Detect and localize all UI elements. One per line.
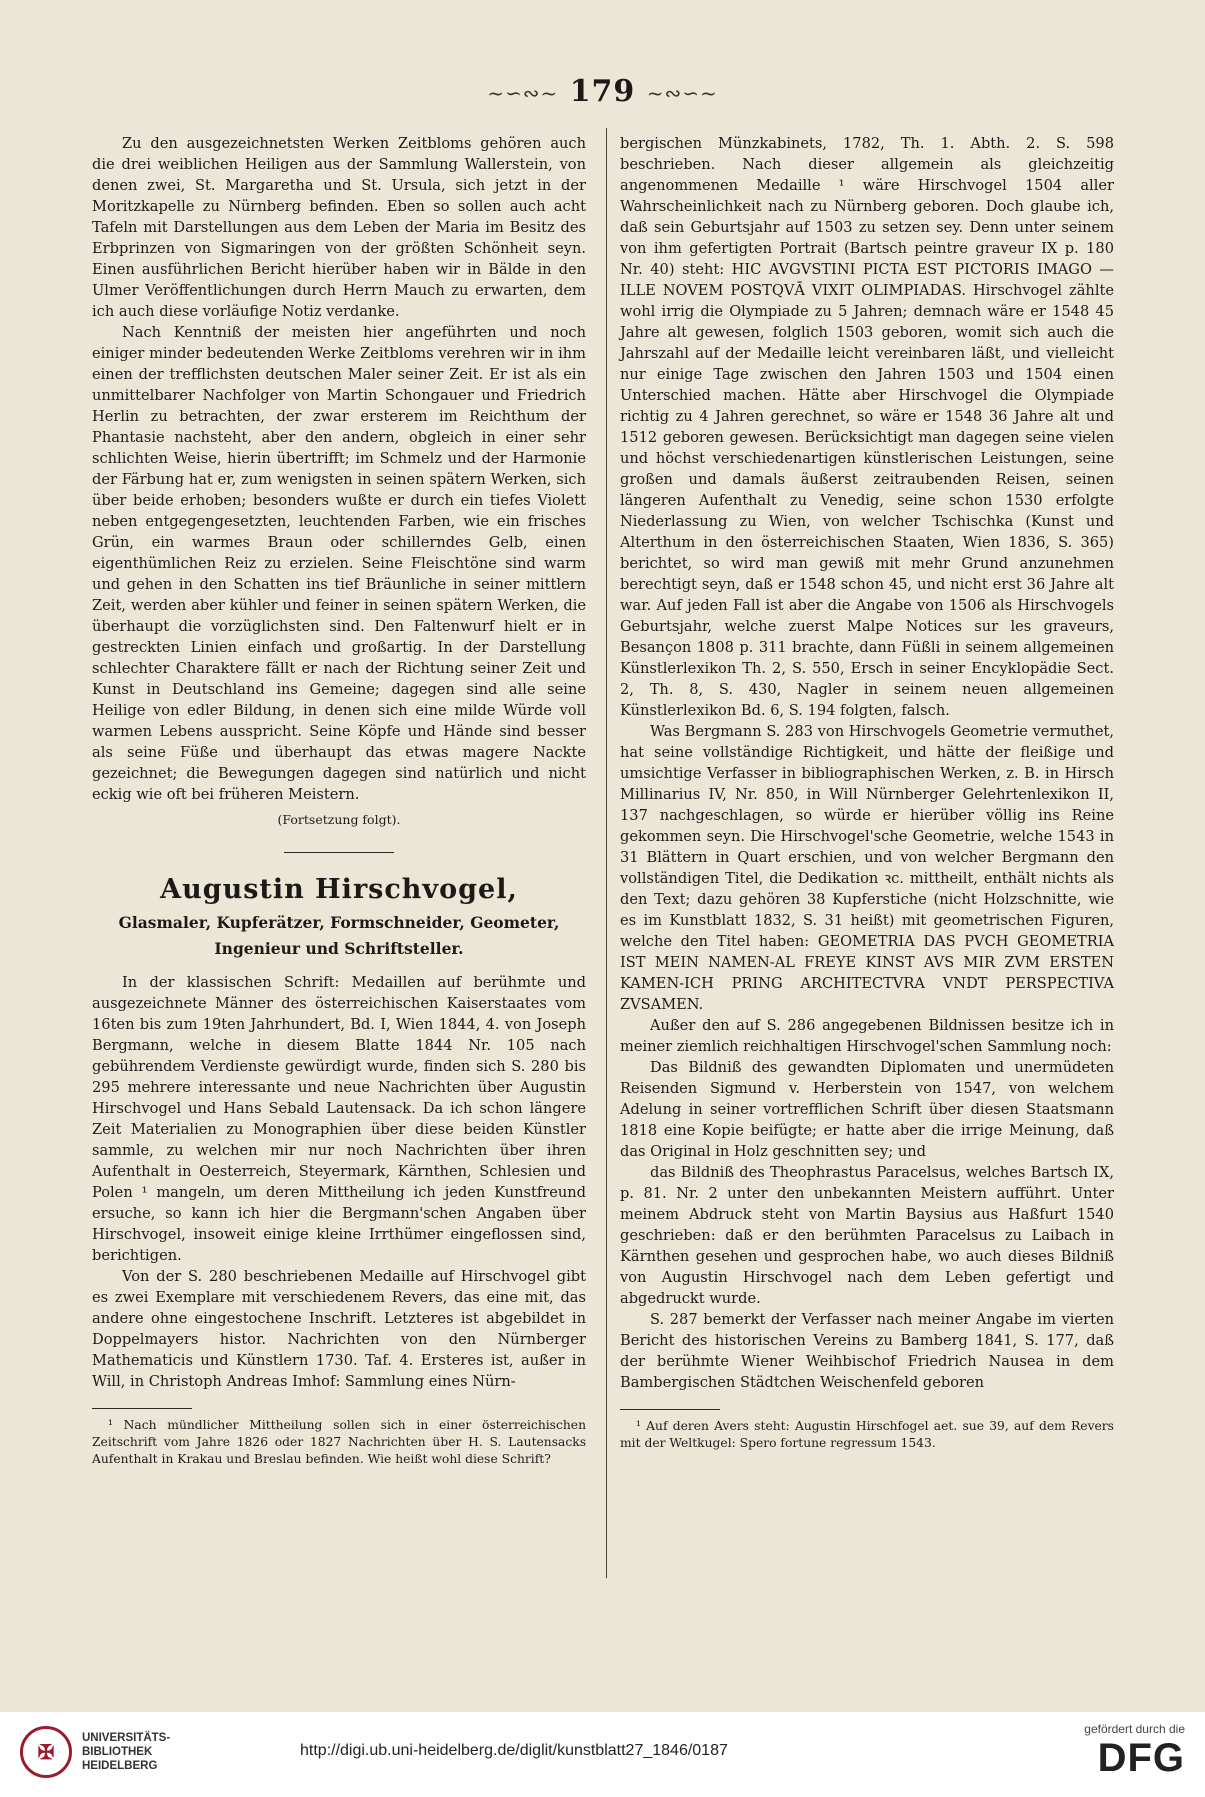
right-paragraph-6: S. 287 bemerkt der Verfasser nach meiner Angabe im vierten Bericht des historischen Vereins zu Bamberg 1841, S. 177, daß der berühmte Wiener Weihbischof Friedrich Nausea in dem Bambergischen Städtchen Weischenfeld geboren — [620, 1311, 1114, 1391]
footnote-left — [92, 1417, 586, 1468]
library-name — [82, 1731, 170, 1773]
library-name-line-1: UNIVERSITÄTS- — [82, 1732, 171, 1744]
footnote-rule-left — [92, 1408, 192, 1409]
article-subtitle-line-1: Glasmaler, Kupferätzer, Formschneider, Geometer, — [118, 913, 560, 932]
left-paragraph-1: Zu den ausgezeichnetsten Werken Zeitbloms gehören auch die drei weiblichen Heiligen aus der Sammlung Wallerstein, von denen zwei, St. Margaretha und St. Ursula, sich jetzt in der Moritzkapelle zu Nürnberg befinden. Eben so sollen auch acht Tafeln mit Darstellungen aus dem Leben der Maria im Besitz des Erbprinzen von Sigmaringen von der größten Schönheit seyn. Einen ausführlichen Bericht hierüber haben wir in Bälde in den Ulmer Veröffentlichungen durch Herrn Mauch zu erwarten, dem ich auch diese vorläufige Notiz verdanke. — [92, 135, 586, 320]
header-ornament-right: ~∾∽~ — [646, 81, 718, 105]
left-paragraph-4: Von der S. 280 beschriebenen Medaille auf Hirschvogel gibt es zwei Exemplare mit verschiedenem Revers, das eine mit, das andere ohne eingestochene Inschrift. Letzteres ist abgebildet in Doppelmayers histor. Nachrichten von den Nürnberger Mathematicis und Künstlern 1730. Taf. 4. Ersteres ist, außer in Will, in Christoph Andreas Imhof: Sammlung eines Nürn- — [92, 1268, 586, 1390]
right-paragraph-3: Außer den auf S. 286 angegebenen Bildnissen besitze ich in meiner ziemlich reichhaltigen Hirschvogel'schen Sammlung noch: — [620, 1017, 1114, 1055]
column-divider — [606, 128, 607, 1578]
library-name-line-3: HEIDELBERG — [82, 1760, 158, 1772]
permalink-url[interactable]: http://digi.ub.uni-heidelberg.de/diglit/kunstblatt27_1846/0187 — [300, 1742, 728, 1759]
right-paragraph-4: Das Bildniß des gewandten Diplomaten und unermüdeten Reisenden Sigmund v. Herberstein von 1547, von welchem Adelung in seiner vortrefflichen Schrift über diesen Staatsmann 1818 eine Kopie beifügte; er hatte aber die irrige Meinung, daß das Original in Holz geschnitten sey; und — [620, 1059, 1114, 1160]
left-paragraph-2: Nach Kenntniß der meisten hier angeführten und noch einiger minder bedeutenden Werke Zeitbloms verehren wir in ihm einen der trefflichsten deutschen Maler seiner Zeit. Er ist als ein unmittelbarer Nachfolger von Martin Schongauer und Friedrich Herlin zu betrachten, der zwar ersterem im Reichthum der Phantasie nachsteht, aber den andern, obgleich in einer sehr schlichten Weise, hierin übertrifft; im Schmelz und der Harmonie der Färbung hat er, zum wenigsten in seinen spätern Werken, sich über beide erhoben; besonders wußte er durch ein tiefes Violett neben entgegengesetzten, leuchtenden Farben, wie ein frisches Grün, ein warmes Braun oder schillerndes Gelb, einen eigenthümlichen Reiz zu erzielen. Seine Fleischtöne sind warm und gehen in den Schatten ins tief Bräunliche in seiner mittlern Zeit, werden aber kühler und feiner in seinen spätern Werken, die überhaupt die vorzüglichsten sind. Den Faltenwurf hielt er in gestreckten Linien einfach und großartig. In der Darstellung schlechter Charaktere fällt er nach der Richtung seiner Zeit und Kunst in Deutschland ins Gemeine; dagegen sind alle seine Heilige von edler Bildung, in denen sich eine milde Würde voll warmen Lebens ausspricht. Seine Köpfe und Hände sind besser als seine Füße und überhaupt das etwas magere Nackte gezeichnet; die Bewegungen dagegen sind natürlich und nicht eckig wie oft bei früheren Meistern. — [92, 324, 586, 803]
header-ornament-left: ~∽∾~ — [487, 81, 559, 105]
footnote-rule-right — [620, 1409, 720, 1410]
left-paragraph-3: In der klassischen Schrift: Medaillen auf berühmte und ausgezeichnete Männer des österreichischen Kaiserstaates vom 16ten bis zum 19ten Jahrhundert, Bd. I, Wien 1844, 4. von Joseph Bergmann, welche in diesem Blatte 1844 Nr. 105 nach gebührendem Verdienste gewürdigt wurde, finden sich S. 280 bis 295 mehrere interessante und neue Nachrichten über Augustin Hirschvogel und Hans Sebald Lautensack. Da ich schon längere Zeit Materialien zu Monographien über diese beiden Künstler sammle, zu welchen mir nur noch Nachrichten über ihren Aufenthalt in Oesterreich, Steyermark, Kärnthen, Schlesien und Polen ¹ mangeln, um deren Mittheilung ich jeden Kunstfreund ersuche, so kann ich hier die Bergmann'schen Angaben über Hirschvogel, insoweit einige kleine Irrthümer eingeflossen sind, berichtigen. — [92, 974, 586, 1264]
article-subtitle — [92, 910, 586, 962]
funded-by-label: gefördert durch die — [1084, 1722, 1185, 1736]
library-logo[interactable] — [20, 1726, 170, 1778]
section-separator — [284, 852, 394, 853]
right-paragraph-5: das Bildniß des Theophrastus Paracelsus, welches Bartsch IX, p. 81. Nr. 2 unter den unbekannten Meistern aufführt. Unter meinem Abdruck steht von Martin Baysius aus Haßfurt 1540 geschrieben: daß er den berühmten Paracelsus zu Laibach in Kärnthen gesehen und gesprochen habe, wo auch dieses Bildniß von Augustin Hirschvogel nach dem Leben gefertigt und abgedruckt wurde. — [620, 1164, 1114, 1307]
article-title: Augustin Hirschvogel, — [160, 874, 518, 905]
right-paragraph-2: Was Bergmann S. 283 von Hirschvogels Geometrie vermuthet, hat seine vollständige Richtigkeit, und hätte der fleißige und umsichtige Verfasser in bibliographischen Werken, z. B. in Hirsch Millinarius IV, Nr. 850, in Will Nürnberger Gelehrtenlexikon II, 137 nachgeschlagen, so würde er hierüber völlig ins Reine gekommen seyn. Die Hirschvogel'sche Geometrie, welche 1543 in 31 Blättern in Quart erschien, und von welcher Bergmann den vollständigen Titel, die Dedikation ꝛc. mittheilt, enthält nichts als den Text; dazu gehören 38 Kupferstiche (nicht Holzschnitte, wie es im Kunstblatt 1832, S. 31 heißt) mit geometrischen Figuren, welche den Titel haben: GEOMETRIA DAS PVCH GEOMETRIA IST MEIN NAMEN-AL FREYE KINST AVS MIR ZVM ERSTEN KAMEN-ICH PRING ARCHITECTVRA VNDT PERSPECTIVA ZVSAMEN. — [620, 723, 1114, 1013]
footnote-left-text: ¹ Nach mündlicher Mittheilung sollen sich in einer österreichischen Zeitschrift vom Jahre 1826 oder 1827 Nachrichten über H. S. Lautensacks Aufenthalt in Krakau und Breslau befinden. Wie heißt wohl diese Schrift? — [92, 1418, 586, 1466]
university-seal-icon: ✠ — [20, 1726, 72, 1778]
dfg-logo[interactable] — [1084, 1722, 1185, 1780]
right-paragraph-1: bergischen Münzkabinets, 1782, Th. 1. Abth. 2. S. 598 beschrieben. Nach dieser allgemein als gleichzeitig angenommenen Medaille ¹ wäre Hirschvogel 1504 aller Wahrscheinlichkeit nach zu Nürnberg geboren. Doch glaube ich, daß sein Geburtsjahr auf 1503 zu setzen sey. Denn unter seinem von ihm gefertigten Portrait (Bartsch peintre graveur IX p. 180 Nr. 40) steht: HIC AVGVSTINI PICTA EST PICTORIS IMAGO — ILLE NOVEM POSTQVĀ VIXIT OLIMPIADAS. Hirschvogel zählte wohl irrig die Olympiade zu 5 Jahren; demnach wäre er 1548 45 Jahre alt gewesen, folglich 1503 geboren, womit sich auch die Jahrszahl auf der Medaille leicht vereinbaren läßt, und vielleicht nur einige Tage zwischen den Jahren 1503 und 1504 einen Unterschied machen. Hätte aber Hirschvogel die Olympiade richtig zu 4 Jahren gerechnet, so wäre er 1548 36 Jahre alt und 1512 geboren gewesen. Berücksichtigt man dagegen seine vielen und höchst verschiedenartigen künstlerischen Leistungen, seine großen und damals äußerst zeitraubenden Reisen, seinen längeren Aufenthalt zu Venedig, seine schon 1530 erfolgte Niederlassung zu Wien, von welcher Tschischka (Kunst und Alterthum in den österreichischen Staaten, Wien 1836, S. 365) berichtet, so wird man gewiß mit mehr Grund anzunehmen berechtigt seyn, daß er 1548 schon 45, und nicht erst 36 Jahre alt war. Auf jeden Fall ist aber die Angabe von 1506 als Hirschvogels Geburtsjahr, welche zuerst Malpe Notices sur les graveurs, Besançon 1808 p. 311 brachte, dann Füßli in seinem allgemeinen Künstlerlexikon Th. 2, S. 550, Ersch in seiner Encyklopädie Sect. 2, Th. 8, S. 430, Nagler in seinem neuen allgemeinen Künstlerlexikon Bd. 6, S. 194 folgten, falsch. — [620, 135, 1114, 719]
library-name-line-2: BIBLIOTHEK — [82, 1746, 153, 1758]
viewer-footer — [0, 1712, 1205, 1797]
page-header — [0, 74, 1205, 109]
right-column — [620, 133, 1114, 1452]
footnote-right-text: ¹ Auf deren Avers steht: Augustin Hirschfogel aet. sue 39, auf dem Revers mit der Weltkugel: Spero fortune regressum 1543. — [620, 1419, 1114, 1450]
article-subtitle-line-2: Ingenieur und Schriftsteller. — [214, 939, 464, 958]
page-number: 179 — [569, 74, 636, 109]
dfg-wordmark: DFG — [1097, 1736, 1185, 1780]
left-column — [92, 133, 586, 1468]
continuation-note: (Fortsetzung folgt). — [277, 812, 401, 827]
footnote-right — [620, 1418, 1114, 1452]
